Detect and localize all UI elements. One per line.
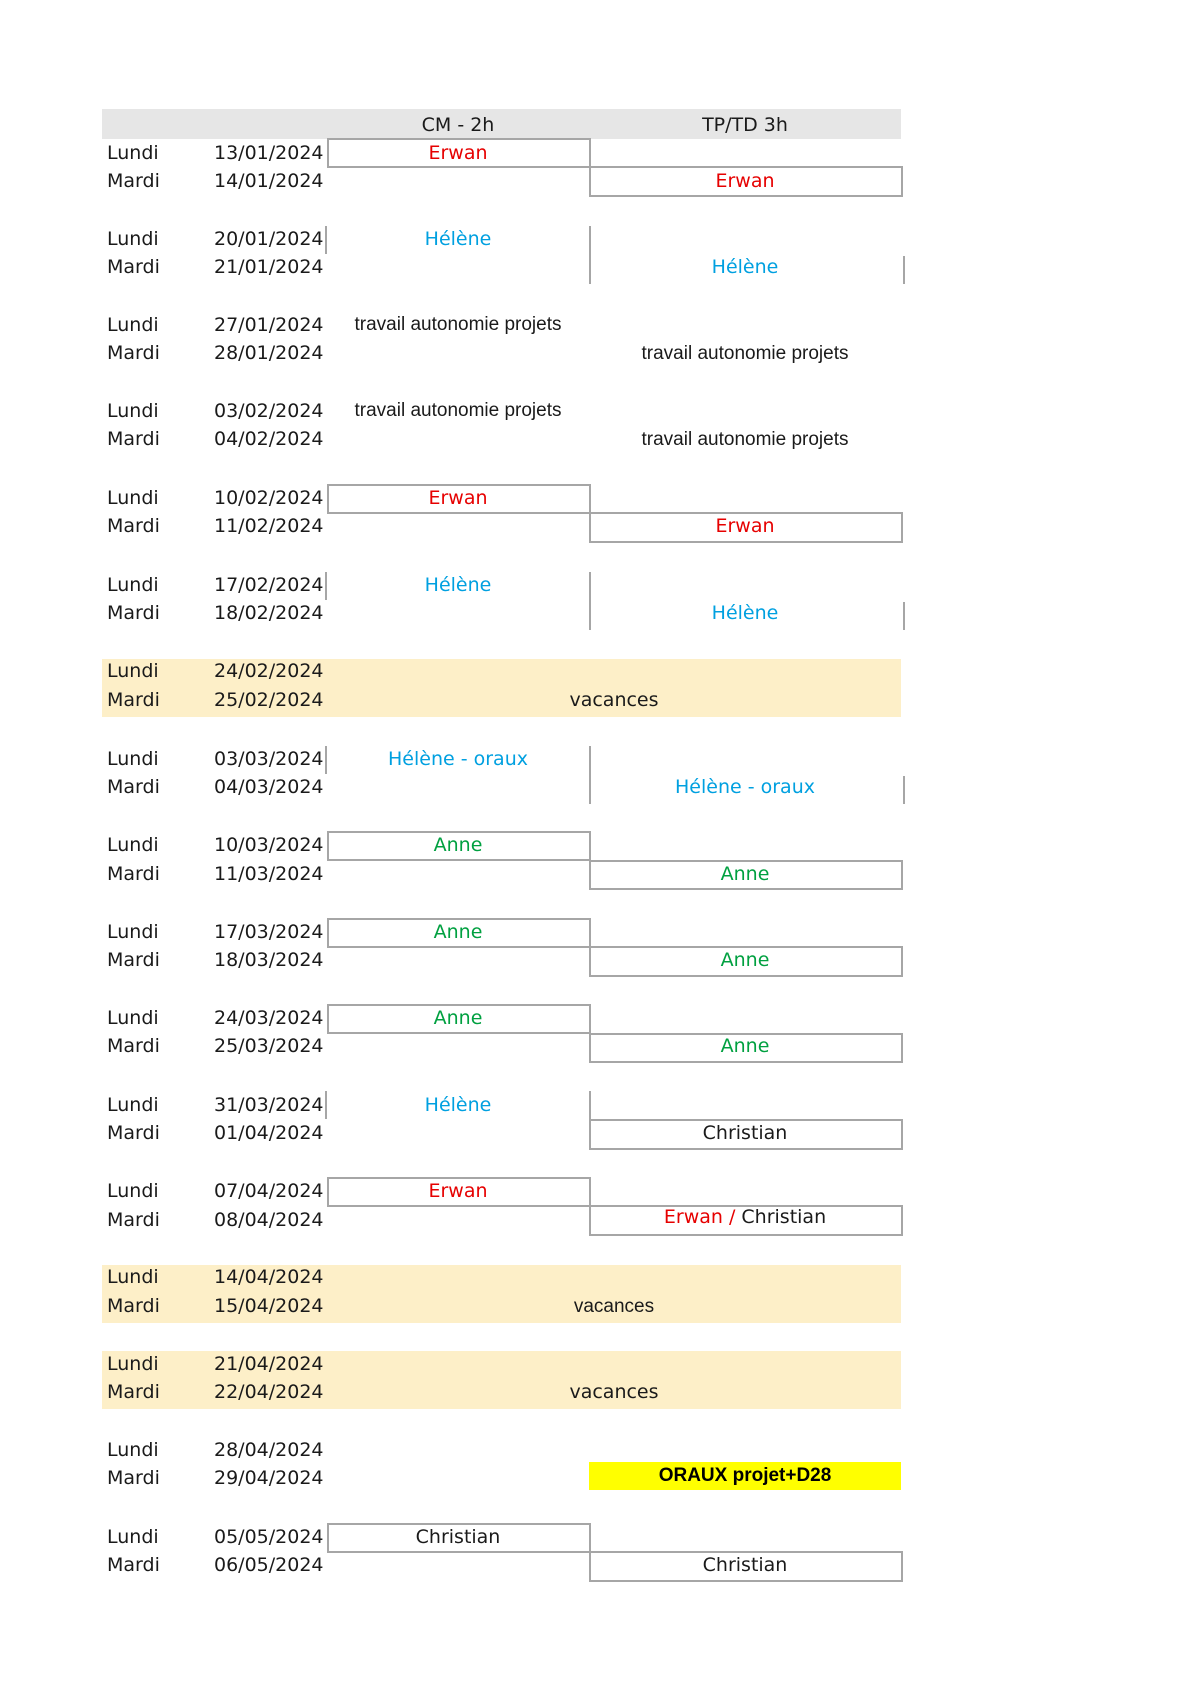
date-cell: 11/02/2024 bbox=[214, 515, 324, 537]
cm-session: Anne bbox=[433, 921, 483, 943]
day-label: Lundi bbox=[107, 1353, 159, 1375]
day-label: Lundi bbox=[107, 142, 159, 164]
tp-session: Hélène bbox=[711, 602, 779, 624]
cm-session: Anne bbox=[433, 834, 483, 856]
tp-teacher-b: Christian bbox=[741, 1206, 827, 1228]
date-cell: 07/04/2024 bbox=[214, 1180, 324, 1202]
date-cell: 10/03/2024 bbox=[214, 834, 324, 856]
day-label: Mardi bbox=[107, 1381, 160, 1403]
date-cell: 05/05/2024 bbox=[214, 1526, 324, 1548]
day-label: Mardi bbox=[107, 428, 160, 450]
day-label: Lundi bbox=[107, 1266, 159, 1288]
day-label: Lundi bbox=[107, 748, 159, 770]
day-label: Lundi bbox=[107, 1007, 159, 1029]
date-cell: 10/02/2024 bbox=[214, 487, 324, 509]
day-label: Lundi bbox=[107, 400, 159, 422]
date-cell: 15/04/2024 bbox=[214, 1295, 324, 1317]
date-cell: 24/02/2024 bbox=[214, 660, 324, 682]
cm-session: Christian bbox=[415, 1526, 501, 1548]
day-label: Mardi bbox=[107, 256, 160, 278]
day-label: Lundi bbox=[107, 834, 159, 856]
cm-session: Erwan bbox=[428, 142, 488, 164]
date-cell: 14/01/2024 bbox=[214, 170, 324, 192]
cm-session: Anne bbox=[433, 1007, 483, 1029]
day-label: Mardi bbox=[107, 1209, 160, 1231]
day-label: Lundi bbox=[107, 1526, 159, 1548]
holiday-label: vacances bbox=[569, 689, 659, 711]
date-cell: 03/03/2024 bbox=[214, 748, 324, 770]
day-label: Mardi bbox=[107, 342, 160, 364]
holiday-label: vacances bbox=[573, 1296, 655, 1317]
day-label: Mardi bbox=[107, 949, 160, 971]
day-label: Lundi bbox=[107, 1094, 159, 1116]
date-cell: 28/01/2024 bbox=[214, 342, 324, 364]
date-cell: 03/02/2024 bbox=[214, 400, 324, 422]
day-label: Mardi bbox=[107, 170, 160, 192]
header-tp: TP/TD 3h bbox=[702, 114, 788, 136]
date-cell: 17/02/2024 bbox=[214, 574, 324, 596]
date-cell: 22/04/2024 bbox=[214, 1381, 324, 1403]
date-cell: 11/03/2024 bbox=[214, 863, 324, 885]
date-cell: 04/03/2024 bbox=[214, 776, 324, 798]
day-label: Mardi bbox=[107, 1035, 160, 1057]
day-label: Lundi bbox=[107, 1439, 159, 1461]
tp-session: Christian bbox=[702, 1554, 788, 1576]
day-label: Mardi bbox=[107, 776, 160, 798]
tp-session: Anne bbox=[720, 949, 770, 971]
tp-teacher-a: Erwan bbox=[663, 1206, 723, 1228]
date-cell: 31/03/2024 bbox=[214, 1094, 324, 1116]
date-cell: 29/04/2024 bbox=[214, 1467, 324, 1489]
cm-session: Hélène bbox=[424, 574, 492, 596]
tp-bracket bbox=[903, 776, 905, 804]
date-cell: 04/02/2024 bbox=[214, 428, 324, 450]
cm-session: Hélène bbox=[424, 1094, 492, 1116]
day-label: Mardi bbox=[107, 1554, 160, 1576]
date-cell: 27/01/2024 bbox=[214, 314, 324, 336]
day-label: Mardi bbox=[107, 602, 160, 624]
day-label: Lundi bbox=[107, 1180, 159, 1202]
holiday-label: vacances bbox=[569, 1381, 659, 1403]
date-cell: 28/04/2024 bbox=[214, 1439, 324, 1461]
tp-bracket bbox=[903, 256, 905, 284]
date-cell: 08/04/2024 bbox=[214, 1209, 324, 1231]
tp-session: Erwan bbox=[715, 170, 775, 192]
day-label: Lundi bbox=[107, 660, 159, 682]
date-cell: 25/03/2024 bbox=[214, 1035, 324, 1057]
date-cell: 21/01/2024 bbox=[214, 256, 324, 278]
date-cell: 25/02/2024 bbox=[214, 689, 324, 711]
tp-separator: / bbox=[722, 1206, 742, 1228]
day-label: Mardi bbox=[107, 863, 160, 885]
day-label: Lundi bbox=[107, 574, 159, 596]
date-cell: 21/04/2024 bbox=[214, 1353, 324, 1375]
cm-session: Hélène - oraux bbox=[388, 748, 528, 770]
cm-session: Erwan bbox=[428, 1180, 488, 1202]
day-label: Mardi bbox=[107, 689, 160, 711]
tp-session: travail autonomie projets bbox=[641, 429, 849, 450]
date-cell: 18/03/2024 bbox=[214, 949, 324, 971]
header-cm: CM - 2h bbox=[421, 114, 495, 136]
date-cell: 13/01/2024 bbox=[214, 142, 324, 164]
tp-session: Anne bbox=[720, 863, 770, 885]
date-cell: 17/03/2024 bbox=[214, 921, 324, 943]
day-label: Mardi bbox=[107, 1295, 160, 1317]
date-cell: 18/02/2024 bbox=[214, 602, 324, 624]
date-cell: 24/03/2024 bbox=[214, 1007, 324, 1029]
day-label: Lundi bbox=[107, 921, 159, 943]
cm-session: travail autonomie projets bbox=[354, 314, 562, 335]
date-cell: 01/04/2024 bbox=[214, 1122, 324, 1144]
day-label: Mardi bbox=[107, 1122, 160, 1144]
tp-session: travail autonomie projets bbox=[641, 343, 849, 364]
tp-session bbox=[589, 1204, 901, 1230]
date-cell: 06/05/2024 bbox=[214, 1554, 324, 1576]
oraux-session: ORAUX projet+D28 bbox=[658, 1465, 832, 1486]
tp-bracket bbox=[903, 602, 905, 630]
cm-session: travail autonomie projets bbox=[354, 400, 562, 421]
tp-session: Hélène - oraux bbox=[675, 776, 815, 798]
date-cell: 20/01/2024 bbox=[214, 228, 324, 250]
day-label: Lundi bbox=[107, 228, 159, 250]
tp-bracket bbox=[589, 1091, 591, 1119]
date-cell: 14/04/2024 bbox=[214, 1266, 324, 1288]
tp-session: Hélène bbox=[711, 256, 779, 278]
tp-session: Anne bbox=[720, 1035, 770, 1057]
cm-session: Hélène bbox=[424, 228, 492, 250]
tp-session: Erwan bbox=[715, 515, 775, 537]
day-label: Mardi bbox=[107, 1467, 160, 1489]
day-label: Mardi bbox=[107, 515, 160, 537]
day-label: Lundi bbox=[107, 314, 159, 336]
cm-session: Erwan bbox=[428, 487, 488, 509]
day-label: Lundi bbox=[107, 487, 159, 509]
tp-session: Christian bbox=[702, 1122, 788, 1144]
